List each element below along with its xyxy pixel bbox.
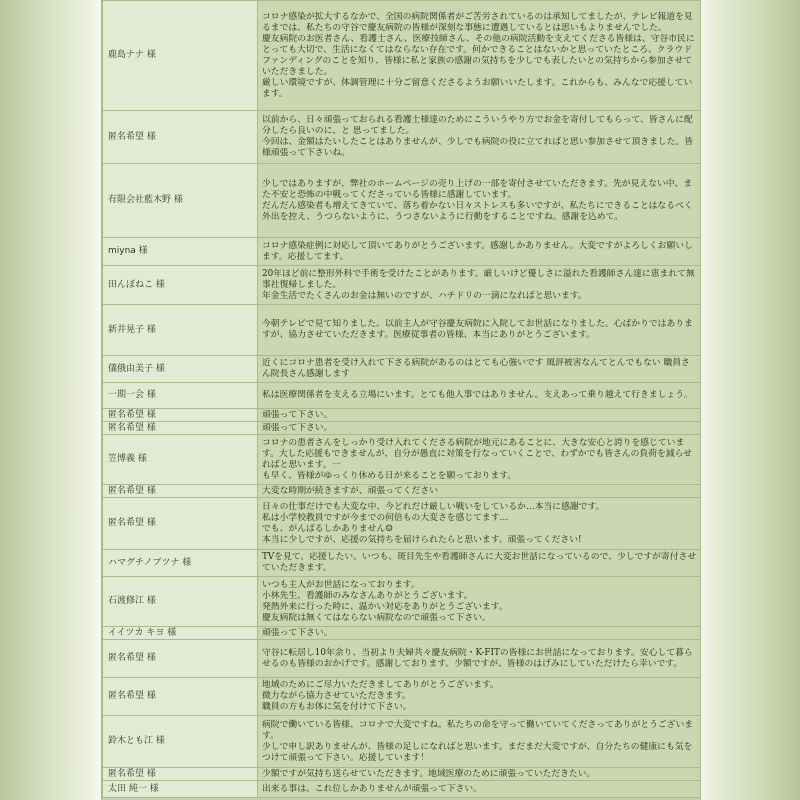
- supporter-message: 大変な時期が続きますが、頑張ってください: [258, 485, 701, 498]
- supporter-comments-board: [101, 0, 701, 800]
- comment-row: [103, 627, 701, 640]
- supporter-name: 鈴木とも江 様: [103, 716, 258, 768]
- supporter-name: miyna 様: [103, 238, 258, 266]
- comment-row: [103, 383, 701, 409]
- supporter-name: 匿名希望 様: [103, 409, 258, 422]
- supporter-message: 頑張って下さい。: [258, 409, 701, 422]
- comment-row: [103, 577, 701, 627]
- comment-row: [103, 678, 701, 716]
- supporter-message: TVを見て、応援したい。いつも、斑目先生や看護師さんに大変お世話になっているので、少しですが寄付させていただきます。: [258, 550, 701, 577]
- supporter-message: 頑張って下さい。: [258, 627, 701, 640]
- supporter-name: 笠博義 様: [103, 435, 258, 485]
- supporter-message: いつも主人がお世話になっております。 小林先生、看護師のみなさんありがとうございます。 発熱外来に行った時に、温かい対応をありがとうございます。 慶友病院は無くてはならない病院なので頑張って下さい。: [258, 577, 701, 627]
- comment-row: [103, 716, 701, 768]
- supporter-message: コロナの患者さんをしっかり受け入れてくださる病院が地元にあることに、大きな安心と誇りを感じています。大した応援もできませんが、自分が愚直に対策を行なっていくことで、わずかでも皆さんの負荷を減らせればと思います。一 も早く、皆様がゆっくり休める日が来ることを願っております。: [258, 435, 701, 485]
- supporter-message: 少しではありますが、弊社のホームページの売り上げの一部を寄付させていただきます。先が見えない中、また不安と恐怖の中戦ってくださっている皆様に感謝しています。 だんだん感染者も増えてきていて、落ち着かない日々ストレスも多いですが、私たちにできることはなるべく外出を控え、うつらないように、うつさないように行動をすることですね。感謝を込めて。: [258, 164, 701, 238]
- supporter-name: 匿名希望 様: [103, 422, 258, 435]
- comment-row: [103, 164, 701, 238]
- comment-row: [103, 768, 701, 781]
- supporter-comments-table: [102, 0, 701, 798]
- comment-row: [103, 238, 701, 266]
- supporter-name: 鹿島ナナ 様: [103, 1, 258, 111]
- supporter-name: 匿名希望 様: [103, 485, 258, 498]
- supporter-name: 儀俄由美子 様: [103, 356, 258, 383]
- supporter-name: 匿名希望 様: [103, 768, 258, 781]
- supporter-name: 石渡修江 様: [103, 577, 258, 627]
- comment-row: [103, 1, 701, 111]
- supporter-message: 出来る事は、これ位しかありませんが頑張って下さい。: [258, 781, 701, 798]
- comment-row: [103, 266, 701, 305]
- supporter-message: 頑張って下さい。: [258, 422, 701, 435]
- comments-list: [103, 1, 701, 798]
- supporter-name: 太田 純一 様: [103, 781, 258, 798]
- comment-row: [103, 550, 701, 577]
- supporter-message: 20年ほど前に整形外科で手術を受けたことがあります。厳しいけど優しさに溢れた看護師さん達に恵まれて無事社復帰しました。 年金生活でたくさんのお金は無いのですが、ハチドリの一滴になればと思います。: [258, 266, 701, 305]
- supporter-name: イイツカ キヨ 様: [103, 627, 258, 640]
- supporter-message: 近くにコロナ患者を受け入れて下さる病院があるのはとても心強いです 風評被害なんてとんでもない 職員さん院長さん感謝します: [258, 356, 701, 383]
- comment-row: [103, 409, 701, 422]
- supporter-message: 病院で働いている皆様、コロナで大変ですね。私たちの命を守って働いていてくださってありがとうございます。 少しで申し訳ありませんが、皆様の足しになればと思います。まだまだ大変ですが、自分たちの健康にも気をつけて頑張って下さい。応援しています！: [258, 716, 701, 768]
- supporter-name: 田んぼねこ 様: [103, 266, 258, 305]
- supporter-message: 私は医療関係者を支える立場にいます。とても他人事ではありません。支えあって乗り越えて行きましょう。: [258, 383, 701, 409]
- supporter-message: 日々の仕事だけでも大変な中、今どれだけ厳しい戦いをしているか…本当に感謝です。 私は小学校教員ですが今までの何倍もの大変さを感じてます… でも、がんばるしかありません☺ 本当に少しですが、応援の気持ちを届けられたらと思います。頑張ってください!: [258, 498, 701, 550]
- comment-row: [103, 435, 701, 485]
- supporter-name: 匿名希望 様: [103, 678, 258, 716]
- supporter-name: 有限会社藍木野 様: [103, 164, 258, 238]
- supporter-name: 新井晃子 様: [103, 305, 258, 356]
- supporter-name: 一期一会 様: [103, 383, 258, 409]
- supporter-message: コロナ感染症例に対応して頂いてありがとうございます。感謝しかありません。大変ですがよろしくお願いします。応援してます。: [258, 238, 701, 266]
- supporter-message: 守谷に転居し10年余り、当初より夫婦共々慶友病院・K-FITの皆様にお世話になっております。安心して暮らせるのも皆様のおかげです。感謝しております。少額ですが、皆様のはげみにしていただけたら幸いです。: [258, 640, 701, 678]
- supporter-name: 匿名希望 様: [103, 498, 258, 550]
- comment-row: [103, 356, 701, 383]
- supporter-message: 以前から、日々頑張っておられる看護士様達のためにこういうやり方でお金を寄付してもらって、皆さんに配分したら良いのに、と 思ってました。 今回は、金額はたいしたことはありませんが、少しでも病院の役に立てればと思い参加させて頂きました。皆様頑張って下さいね。: [258, 111, 701, 164]
- comment-row: [103, 305, 701, 356]
- supporter-message: 今朝テレビで見て知りました。以前主人が守谷慶友病院に入院してお世話になりました。心ばかりではありますが、協力させていただきます。医療従事者の皆様、本当にありがとうございます。: [258, 305, 701, 356]
- supporter-message: コロナ感染が拡大するなかで、全国の病院関係者がご苦労されているのは承知してましたが、テレビ報道を見るまでは、私たちの守谷で慶友病院の皆様が深刻な事態に遭遇しているとは思いもよりませんでした。 慶友病院のお医者さん、看護士さん、医療技師さん、その他の病院活動を支えてくださる皆様は、守谷市民にとっても大切で、生活になくてはならない存在です。何かできることはないかと思っていたところ、クラウドファンディングのことを知り、皆様に私と家族の感謝の気持ちを少しでも表したいとの気持ちから参加させていただきました。 厳しい環境ですが、体調管理に十分ご留意くださるようお願いいたします。これからも、みんなで応援しています。: [258, 1, 701, 111]
- supporter-message: 少額ですが気持ち送らせていただきます。地域医療のために頑張っていただきたい。: [258, 768, 701, 781]
- comment-row: [103, 781, 701, 798]
- comment-row: [103, 485, 701, 498]
- comment-row: [103, 498, 701, 550]
- comment-row: [103, 422, 701, 435]
- comment-row: [103, 111, 701, 164]
- supporter-name: ハマグチノブツナ 様: [103, 550, 258, 577]
- supporter-name: 匿名希望 様: [103, 111, 258, 164]
- supporter-name: 匿名希望 様: [103, 640, 258, 678]
- comment-row: [103, 640, 701, 678]
- supporter-message: 地域のためにご尽力いただきましてありがとうございます。 微力ながら協力させていただきます。 職員の方もお体に気を付けて下さい。: [258, 678, 701, 716]
